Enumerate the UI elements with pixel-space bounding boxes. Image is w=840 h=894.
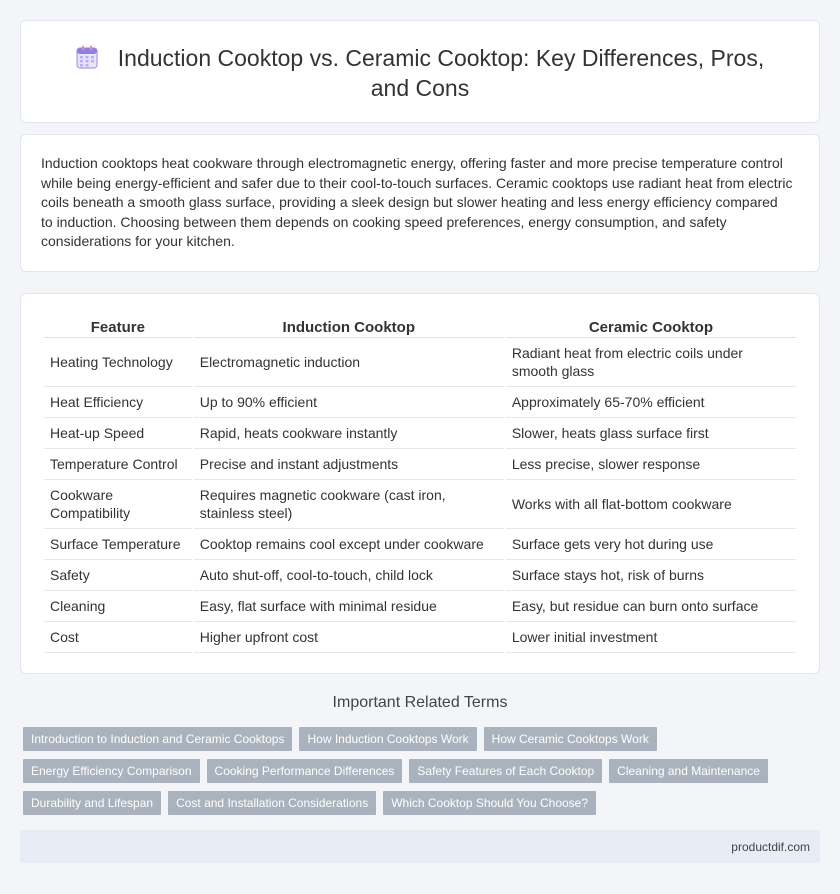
related-term-tag[interactable]: Which Cooktop Should You Choose? — [383, 791, 596, 815]
table-cell: Cost — [44, 622, 192, 653]
comparison-table — [42, 314, 798, 653]
table-row — [44, 591, 796, 622]
tag-row — [23, 759, 803, 783]
table-cell: Heat-up Speed — [44, 418, 192, 449]
table-cell: Surface stays hot, risk of burns — [506, 560, 796, 591]
related-term-tag[interactable]: Durability and Lifespan — [23, 791, 161, 815]
title-card — [20, 20, 820, 123]
column-header: Induction Cooktop — [194, 314, 504, 338]
table-row — [44, 480, 796, 529]
page-title: Induction Cooktop vs. Ceramic Cooktop: Key Differences, Pros, and Cons — [117, 45, 765, 101]
table-cell: Cleaning — [44, 591, 192, 622]
column-header: Feature — [44, 314, 192, 338]
intro-paragraph: Induction cooktops heat cookware through electromagnetic energy, offering faster and more precise temperature control while being energy-efficient and safer due to their cool-to-touch surfaces. Ceramic cooktops use radiant heat from electric coils beneath a smooth glass surface, providing a sleek design but slower heating and less energy efficiency compared to induction. Choosing between them depends on cooking speed preferences, energy consumption, and safety considerations for your kitchen. — [41, 155, 793, 250]
table-cell: Precise and instant adjustments — [194, 449, 504, 480]
column-header: Ceramic Cooktop — [506, 314, 796, 338]
table-cell: Works with all flat-bottom cookware — [506, 480, 796, 529]
table-cell: Lower initial investment — [506, 622, 796, 653]
table-cell: Electromagnetic induction — [194, 338, 504, 387]
related-term-tag[interactable]: Cleaning and Maintenance — [609, 759, 768, 783]
table-cell: Safety — [44, 560, 192, 591]
table-cell: Rapid, heats cookware instantly — [194, 418, 504, 449]
calendar-icon — [76, 45, 98, 69]
table-cell: Auto shut-off, cool-to-touch, child lock — [194, 560, 504, 591]
related-term-tag[interactable]: How Induction Cooktops Work — [299, 727, 476, 751]
table-row — [44, 338, 796, 387]
table-cell: Cooktop remains cool except under cookware — [194, 529, 504, 560]
table-cell: Surface Temperature — [44, 529, 192, 560]
table-header-row — [44, 314, 796, 338]
table-row — [44, 418, 796, 449]
table-row — [44, 449, 796, 480]
table-cell: Higher upfront cost — [194, 622, 504, 653]
related-terms-list — [23, 727, 803, 823]
related-term-tag[interactable]: Cost and Installation Considerations — [168, 791, 376, 815]
tag-row — [23, 727, 803, 751]
related-term-tag[interactable]: Cooking Performance Differences — [207, 759, 403, 783]
table-cell: Temperature Control — [44, 449, 192, 480]
comparison-table-card — [20, 293, 820, 674]
table-cell: Approximately 65-70% efficient — [506, 387, 796, 418]
table-cell: Radiant heat from electric coils under smooth glass — [506, 338, 796, 387]
page-title-container — [61, 43, 779, 103]
site-name[interactable]: productdif.com — [731, 840, 810, 854]
intro-card — [20, 134, 820, 272]
table-cell: Cookware Compatibility — [44, 480, 192, 529]
table-row — [44, 387, 796, 418]
table-cell: Easy, but residue can burn onto surface — [506, 591, 796, 622]
related-term-tag[interactable]: Energy Efficiency Comparison — [23, 759, 200, 783]
table-cell: Heat Efficiency — [44, 387, 192, 418]
table-row — [44, 560, 796, 591]
related-term-tag[interactable]: How Ceramic Cooktops Work — [484, 727, 657, 751]
related-terms-heading: Important Related Terms — [332, 694, 508, 711]
table-row — [44, 529, 796, 560]
related-term-tag[interactable]: Introduction to Induction and Ceramic Cooktops — [23, 727, 292, 751]
footer — [20, 830, 820, 863]
table-row — [44, 622, 796, 653]
related-term-tag[interactable]: Safety Features of Each Cooktop — [409, 759, 602, 783]
tag-row — [23, 791, 803, 815]
table-cell: Surface gets very hot during use — [506, 529, 796, 560]
table-cell: Heating Technology — [44, 338, 192, 387]
table-cell: Requires magnetic cookware (cast iron, stainless steel) — [194, 480, 504, 529]
table-cell: Less precise, slower response — [506, 449, 796, 480]
table-cell: Slower, heats glass surface first — [506, 418, 796, 449]
table-cell: Easy, flat surface with minimal residue — [194, 591, 504, 622]
table-cell: Up to 90% efficient — [194, 387, 504, 418]
